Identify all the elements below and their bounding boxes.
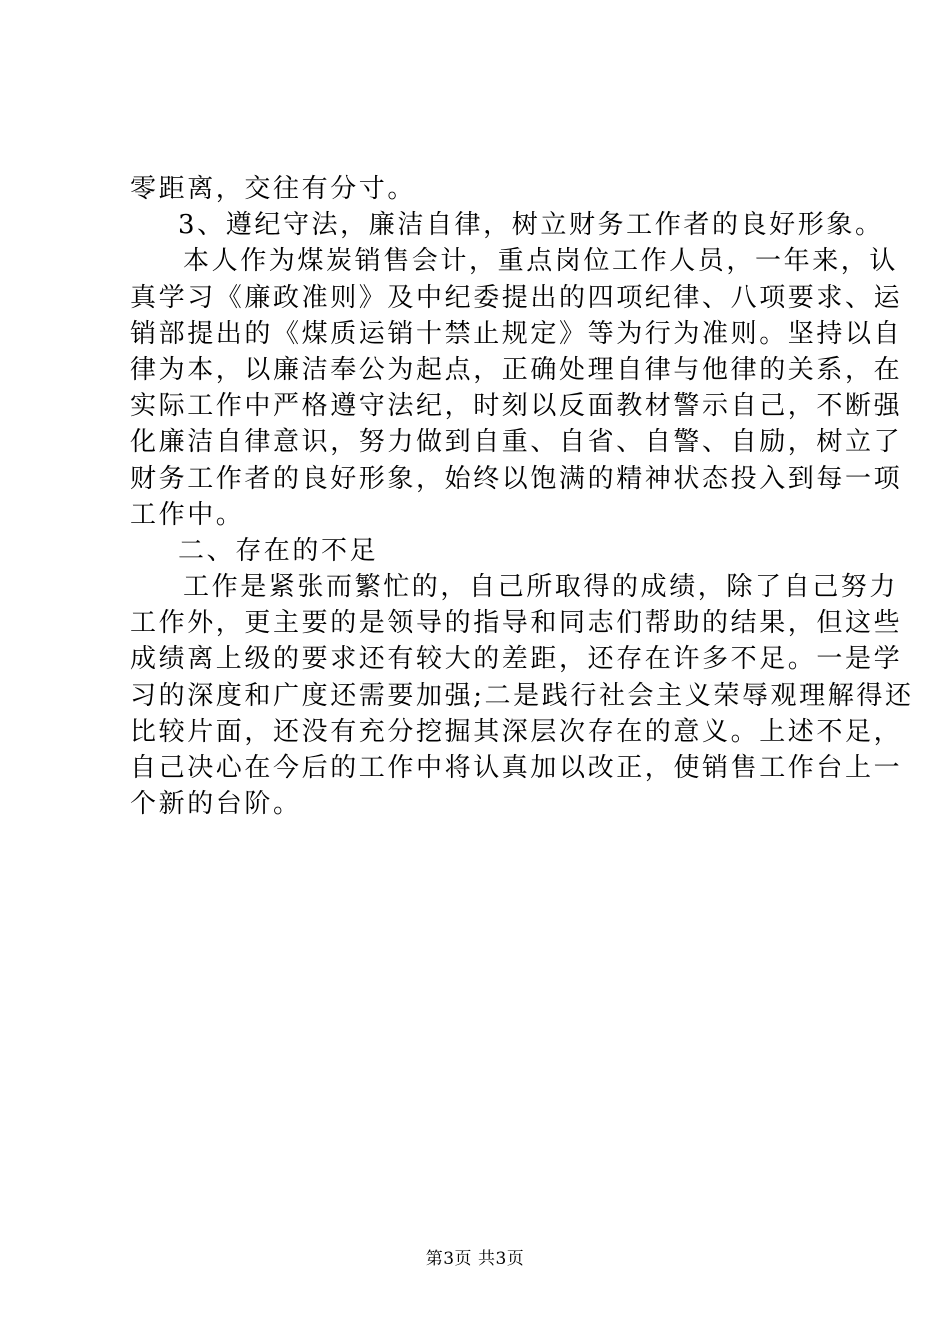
text-line: 真学习《廉政准则》及中纪委提出的四项纪律、八项要求、运 <box>130 282 903 313</box>
page-number-footer: 第3页 共3页 <box>425 1249 525 1269</box>
text-line: 工作中。 <box>130 499 245 530</box>
text-line: 财务工作者的良好形象，始终以饱满的精神状态投入到每一项 <box>130 463 903 494</box>
text-line: 销部提出的《煤质运销十禁止规定》等为行为准则。坚持以自 <box>130 318 903 349</box>
paragraph-first-line: 本人作为煤炭销售会计，重点岗位工作人员，一年来，认 <box>183 246 899 277</box>
section-heading-shortcomings: 二、存在的不足 <box>178 535 379 566</box>
text-line: 律为本，以廉洁奉公为起点，正确处理自律与他律的关系，在 <box>130 354 903 385</box>
text-line: 实际工作中严格遵守法纪，时刻以反面教材警示自己，不断强 <box>130 391 903 422</box>
text-line: 工作外，更主要的是领导的指导和同志们帮助的结果，但这些 <box>130 608 903 639</box>
text-line: 化廉洁自律意识，努力做到自重、自省、自警、自励，树立了 <box>130 427 903 458</box>
paragraph-first-line: 工作是紧张而繁忙的，自己所取得的成绩，除了自己努力 <box>183 572 899 603</box>
text-line: 比较片面，还没有充分挖掘其深层次存在的意义。上述不足， <box>130 716 903 747</box>
document-body <box>130 171 914 822</box>
section-heading-3: 3、遵纪守法，廉洁自律，树立财务工作者的良好形象。 <box>178 210 884 241</box>
text-line: 零距离，交往有分寸。 <box>130 174 417 204</box>
text-line: 个新的台阶。 <box>130 789 302 820</box>
text-line: 成绩离上级的要求还有较大的差距，还存在许多不足。一是学 <box>130 644 903 675</box>
text-line: 习的深度和广度还需要加强;二是践行社会主义荣辱观理解得还 <box>130 680 914 711</box>
text-line: 自己决心在今后的工作中将认真加以改正，使销售工作台上一 <box>130 753 903 783</box>
